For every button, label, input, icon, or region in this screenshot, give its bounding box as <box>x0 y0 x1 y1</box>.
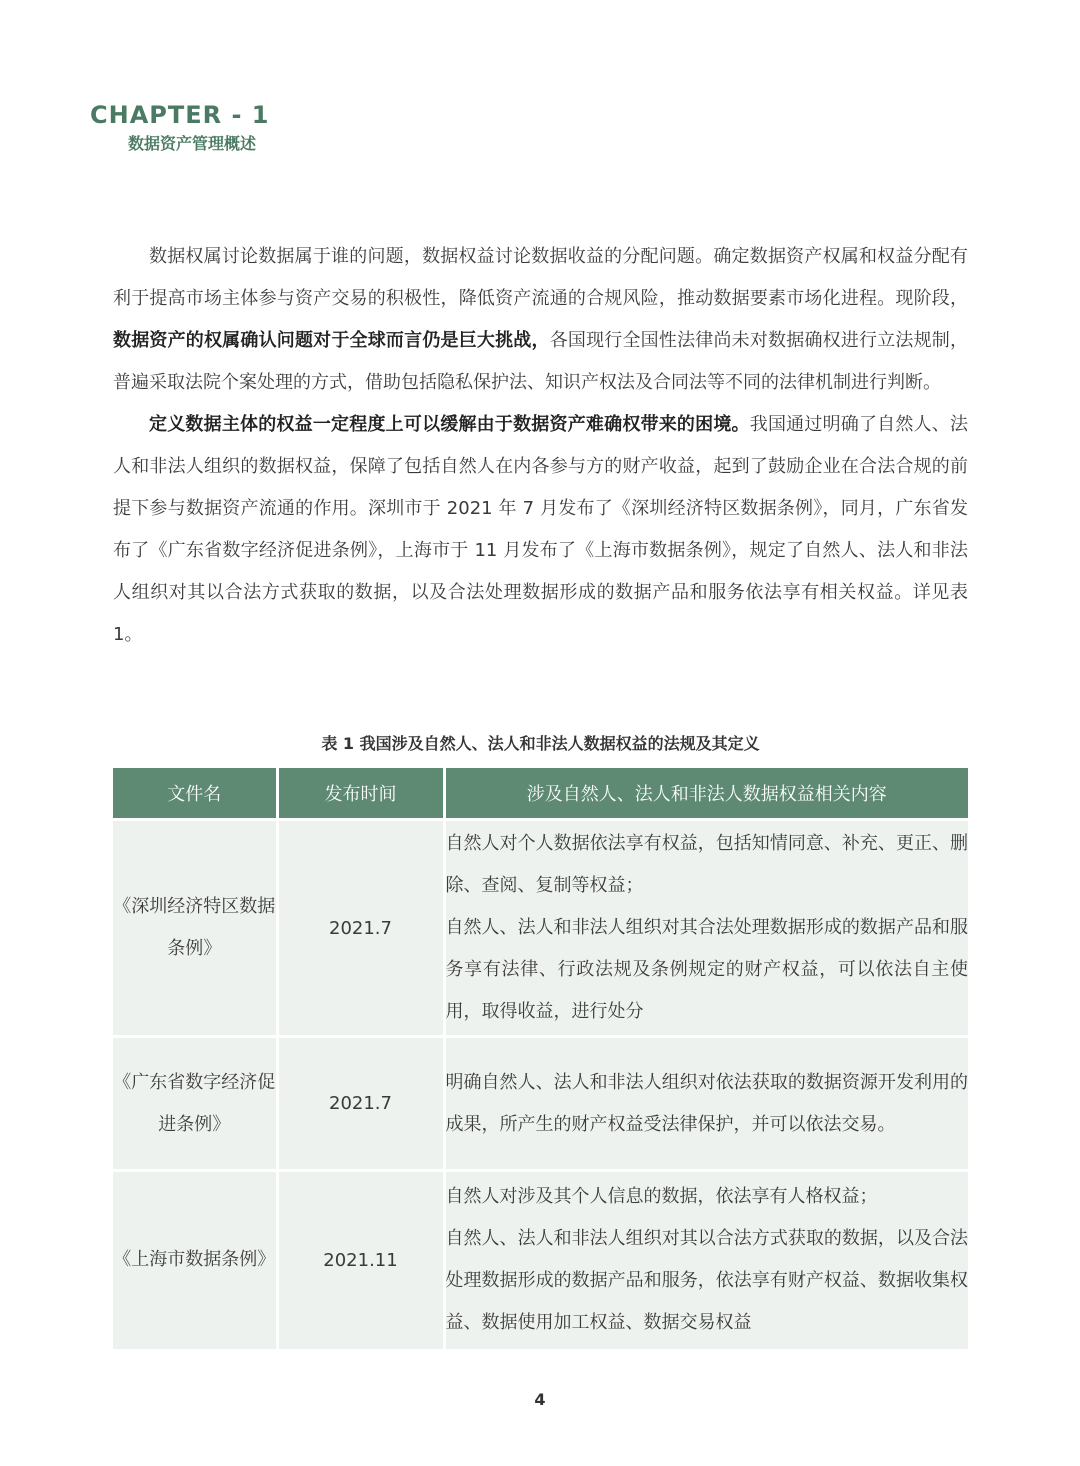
regulation-name: 《上海市数据条例》 <box>113 1171 277 1349</box>
rights-content <box>444 820 968 1037</box>
chapter-label: CHAPTER - 1 <box>90 101 270 129</box>
page-number: 4 <box>534 1390 546 1409</box>
content-line: 自然人对涉及其个人信息的数据，依法享有人格权益； <box>445 1186 878 1208</box>
column-header: 文件名 <box>113 768 277 820</box>
publish-date: 2021.7 <box>277 1037 444 1171</box>
regulations-table <box>113 768 968 1349</box>
content-line: 自然人对个人数据依法享有权益，包括知情同意、补充、更正、删除、查阅、复制等权益； <box>445 833 968 896</box>
paragraph <box>113 404 968 656</box>
table-row <box>113 1037 968 1171</box>
paragraph-text: 各国现行全国性法律尚未对数据确权进行立法规制，普遍采取法院个案处理的方式，借助包括隐私保护法、知识产权法及合同法等不同的法律机制进行判断。 <box>113 330 969 393</box>
regulation-name: 《深圳经济特区数据条例》 <box>113 820 277 1037</box>
table-row <box>113 1171 968 1349</box>
chapter-subtitle: 数据资产管理概述 <box>128 134 257 153</box>
chapter-header <box>90 100 269 156</box>
publish-date: 2021.11 <box>277 1171 444 1349</box>
paragraph <box>113 236 968 404</box>
paragraph-text: 我国通过明确了自然人、法人和非法人组织的数据权益，保障了包括自然人在内各参与方的财产收益，起到了鼓励企业在合法合规的前提下参与数据资产流通的作用。深圳市于 2021 年 7 月发布了《深圳经济特区数据条例》，同月，广东省发布了《广东省数字经济促进条例》，上海市于 11 月发布了《上海市数据条例》，规定了自然人、法人和非法人组织对其以合法方式获取的数据，以及合法处理数据形成的数据产品和服务依法享有相关权益。详见表 1。 <box>113 414 968 645</box>
table-caption: 表 1 我国涉及自然人、法人和非法人数据权益的法规及其定义 <box>321 734 760 753</box>
body-text <box>113 236 968 656</box>
paragraph-emphasis: 数据资产的权属确认问题对于全球而言仍是巨大挑战， <box>113 330 550 351</box>
publish-date: 2021.7 <box>277 820 444 1037</box>
table-header-row <box>113 768 968 820</box>
table-row <box>113 820 968 1037</box>
content-line: 自然人、法人和非法人组织对其以合法方式获取的数据，以及合法处理数据形成的数据产品和服务，依法享有财产权益、数据收集权益、数据使用加工权益、数据交易权益 <box>445 1228 968 1334</box>
content-line: 明确自然人、法人和非法人组织对依法获取的数据资源开发利用的成果，所产生的财产权益受法律保护，并可以依法交易。 <box>445 1071 968 1135</box>
paragraph-emphasis: 定义数据主体的权益一定程度上可以缓解由于数据资产难确权带来的困境。 <box>149 414 750 435</box>
column-header: 涉及自然人、法人和非法人数据权益相关内容 <box>444 768 968 820</box>
regulation-name: 《广东省数字经济促进条例》 <box>113 1037 277 1171</box>
paragraph-text: 数据权属讨论数据属于谁的问题，数据权益讨论数据收益的分配问题。确定数据资产权属和权益分配有利于提高市场主体参与资产交易的积极性，降低资产流通的合规风险，推动数据要素市场化进程。现阶段， <box>113 246 968 309</box>
rights-content <box>444 1037 968 1171</box>
content-line: 自然人、法人和非法人组织对其合法处理数据形成的数据产品和服务享有法律、行政法规及条例规定的财产权益，可以依法自主使用，取得收益，进行处分 <box>445 917 968 1022</box>
column-header: 发布时间 <box>277 768 444 820</box>
rights-content <box>444 1171 968 1349</box>
